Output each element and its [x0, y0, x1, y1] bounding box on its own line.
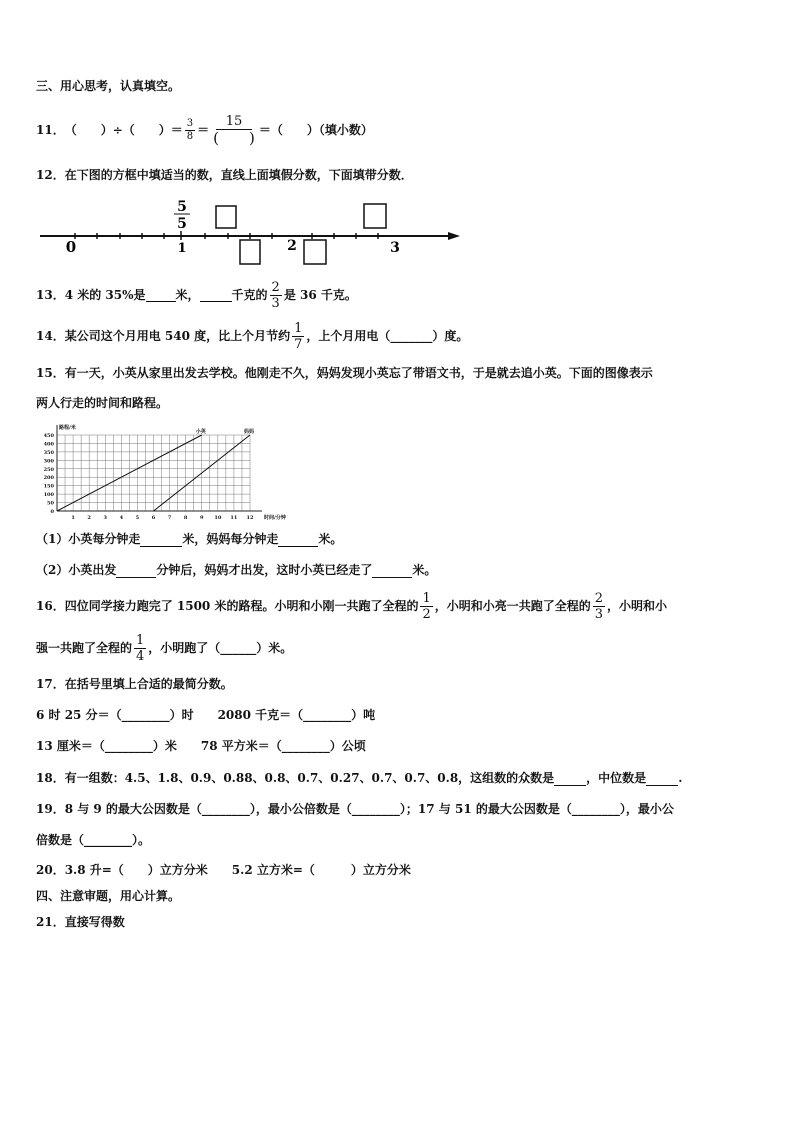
q14-frac-numerator: 1	[294, 320, 303, 336]
q11-frac2-numerator: 15	[216, 115, 253, 130]
number-line-arrow	[448, 232, 460, 240]
q15-sub-1	[36, 531, 342, 547]
q16-line-1	[36, 588, 667, 624]
y-tick-label: 250	[43, 466, 54, 473]
above-fraction-denominator: 5	[177, 216, 187, 232]
question-14	[36, 319, 468, 353]
q16-text-5: ，小明跑了（______）米。	[148, 641, 293, 655]
q17-row-1: 6 时 25 分＝（________）时 2080 千克＝（________）吨	[36, 708, 376, 722]
q17-row-2: 13 厘米＝（________）米 78 平方米＝（________）公顷	[36, 739, 366, 753]
x-tick-label: 9	[200, 515, 204, 521]
y-tick-label: 50	[47, 500, 54, 507]
y-tick-label: 200	[43, 475, 54, 482]
q15-sub2-blank-1	[116, 565, 156, 578]
q15-line-1: 15．有一天，小英从家里出发去学校。他刚走不久，妈妈发现小英忘了带语文书，于是就去追小英。下面的图像表示	[36, 366, 653, 380]
q18-blank-1	[554, 773, 586, 786]
q19-line-2: 倍数是（________）。	[36, 833, 151, 847]
q11-frac2-denominator: ( )	[213, 128, 255, 147]
y-tick-label: 350	[43, 449, 54, 456]
question-12-text: 12．在下图的方框中填适当的数，直线上面填假分数，下面填带分数．	[36, 168, 413, 182]
q15-sub2-text-1: （2）小英出发	[36, 563, 117, 577]
q18-blank-2	[646, 773, 678, 786]
tick-label-2: 2	[287, 238, 297, 254]
y-tick-label: 300	[43, 458, 54, 465]
q16-fraction-1	[420, 592, 432, 621]
q16-fraction-3	[134, 634, 146, 663]
x-tick-label: 5	[135, 515, 140, 521]
q16-text-3: ，小明和小	[607, 599, 668, 613]
section-4-title: 四、注意审题，用心计算。	[36, 889, 181, 903]
q15-sub1-text-2: 米，妈妈每分钟走	[182, 532, 279, 546]
tick-label-1: 1	[177, 241, 187, 256]
q14-text-1: 14．某公司这个月用电 540 度，比上个月节约	[36, 329, 291, 343]
q14-fraction	[292, 322, 304, 351]
answer-box-below-2	[304, 240, 326, 264]
q16-text-4: 强一共跑了全程的	[36, 641, 133, 655]
q16-frac1-denominator: 2	[422, 606, 431, 622]
q11-part-a: （ ）÷（ ）	[64, 123, 171, 137]
answer-box-below-1	[240, 240, 260, 264]
x-tick-label: 3	[103, 515, 107, 521]
x-tick-label: 8	[183, 515, 188, 521]
q13-text-3: 千克的	[231, 288, 268, 302]
question-13	[36, 278, 357, 312]
q13-fraction	[270, 281, 282, 310]
x-tick-label: 4	[119, 515, 124, 521]
y-tick-label: 400	[43, 441, 54, 448]
q18-text-2: ，中位数是	[586, 771, 647, 785]
q11-tail: ＝（ ）（填小数）	[258, 123, 373, 137]
q13-blank-2	[200, 289, 232, 302]
q16-frac2-numerator: 2	[594, 590, 604, 606]
q11-equals-1: ＝	[170, 123, 183, 137]
q11-fraction-2	[211, 115, 257, 146]
distance-time-chart	[36, 421, 298, 525]
q15-line-2: 两人行走的时间和路程。	[36, 396, 169, 410]
y-tick-label: 100	[43, 492, 54, 499]
answer-box-above-2	[364, 204, 386, 228]
q13-text-1: 13．4 米的 35%是	[36, 288, 146, 302]
series-label-1: 小英	[195, 429, 206, 435]
section-3-title: 三、用心思考，认真填空。	[36, 79, 181, 93]
y-tick-label: 150	[43, 483, 54, 490]
x-tick-label: 2	[87, 515, 91, 521]
question-11	[36, 110, 373, 150]
q18-text-1: 18．有一组数：4.5、1.8、0.9、0.88、0.8、0.7、0.27、0.7、0.7、0.8，这组数的众数是	[36, 771, 555, 785]
q11-frac1-denominator: 8	[186, 130, 194, 142]
x-tick-label: 11	[230, 515, 238, 521]
q14-frac-denominator: 7	[294, 336, 303, 352]
x-tick-label: 10	[214, 515, 222, 521]
tick-label-3: 3	[390, 240, 400, 256]
q13-text-2: 米，	[175, 288, 200, 302]
y-tick-label: 450	[43, 433, 54, 439]
q13-frac-denominator: 3	[271, 295, 280, 311]
q18-text-3: .	[678, 771, 683, 785]
q11-equals-2: ＝	[197, 123, 210, 137]
q16-fraction-2	[593, 592, 605, 621]
q16-frac3-numerator: 1	[136, 632, 145, 648]
q11-fraction-1	[185, 119, 195, 142]
series-label-2: 妈妈	[244, 429, 255, 435]
q16-frac3-denominator: 4	[136, 648, 145, 664]
question-20: 20．3.8 升=（ ）立方分米 5.2 立方米=（ ）立方分米	[36, 863, 411, 877]
q13-frac-numerator: 2	[271, 279, 280, 295]
q17-title: 17．在括号里填上合适的最简分数。	[36, 677, 233, 691]
q19-line-1: 19．8 与 9 的最大公因数是（________），最小公倍数是（________）；17 与 51 的最大公因数是（________），最小公	[36, 802, 674, 816]
y-tick-label: 0	[50, 509, 54, 515]
q16-frac2-denominator: 3	[594, 606, 604, 622]
x-tick-label: 12	[246, 515, 254, 521]
q16-text-1: 16．四位同学接力跑完了 1500 米的路程。小明和小刚一共跑了全程的	[36, 599, 419, 613]
q15-sub-2	[36, 562, 436, 578]
q16-frac1-numerator: 1	[422, 590, 431, 606]
question-21: 21．直接写得数	[36, 915, 125, 929]
q11-number: 11．	[36, 123, 65, 137]
q15-sub1-text-1: （1）小英每分钟走	[36, 532, 141, 546]
y-axis-label: 路程/米	[59, 425, 76, 431]
q16-text-2: ，小明和小亮一共跑了全程的	[434, 599, 591, 613]
q13-text-4: 是 36 千克。	[283, 288, 357, 302]
q15-sub2-text-2: 分钟后，妈妈才出发，这时小英已经走了	[156, 563, 373, 577]
q15-sub1-text-3: 米。	[318, 532, 343, 546]
x-tick-label: 1	[71, 515, 75, 521]
q15-sub1-blank-1	[140, 534, 182, 547]
x-tick-label: 7	[167, 515, 172, 521]
q14-text-2: ，上个月用电（_______）度。	[306, 329, 469, 343]
x-axis-label: 时间/分钟	[264, 515, 286, 521]
q11-frac1-numerator: 3	[186, 117, 194, 129]
above-fraction-numerator: 5	[177, 199, 187, 215]
q16-line-2	[36, 630, 292, 666]
answer-box-above-1	[216, 206, 236, 228]
number-line-figure	[36, 194, 466, 270]
q13-blank-1	[146, 289, 176, 302]
q15-sub2-text-3: 米。	[412, 563, 437, 577]
q15-sub2-blank-2	[372, 565, 412, 578]
tick-label-0: 0	[65, 238, 77, 256]
q15-sub1-blank-2	[278, 534, 318, 547]
x-tick-label: 6	[151, 515, 156, 521]
question-18	[36, 770, 682, 786]
